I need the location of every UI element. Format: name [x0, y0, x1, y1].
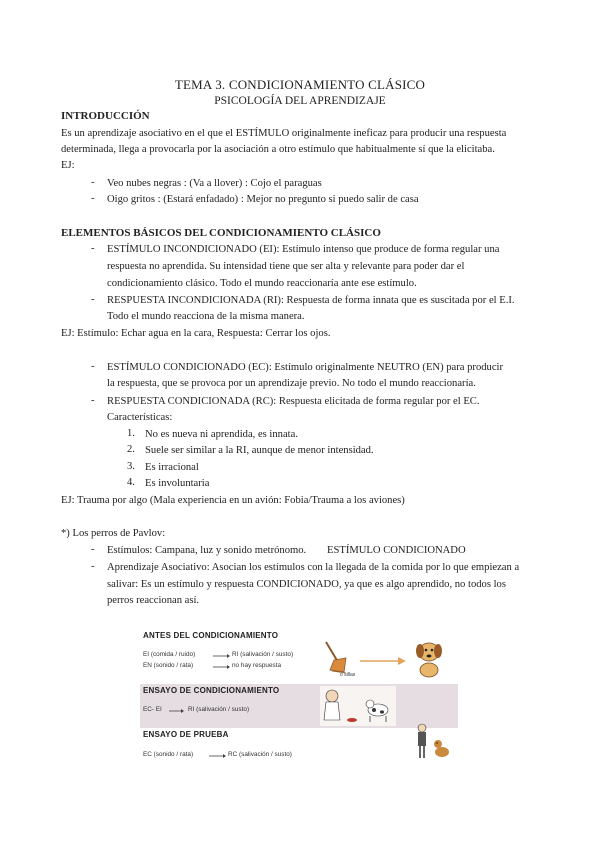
list-number: 2. — [127, 444, 135, 455]
intro-example-2: Oigo gritos : (Estará enfadado) : Mejor no pregunto si puedo salir de casa — [107, 194, 419, 205]
ec-line-1: ESTÍMULO CONDICIONADO (EC): Estímulo originalmente NEUTRO (EN) para producir — [107, 362, 504, 373]
pavlov-item-2-line-3: perros reaccionan así. — [107, 595, 200, 606]
ec-line-2: la respuesta, que se provoca por un aprendizaje previo. No todo el mundo reaccionaría. — [107, 378, 476, 389]
man-and-dog-icon — [412, 722, 456, 762]
arrow-icon — [208, 751, 226, 759]
pavlov-item-1b: ESTÍMULO CONDICIONADO — [327, 545, 466, 556]
characteristic-item: Es irracional — [145, 462, 199, 473]
figure-line-no-response: no hay respuesta — [232, 662, 282, 669]
characteristic-item: No es nueva ni aprendida, es innata. — [145, 429, 298, 440]
intro-heading: INTRODUCCIÓN — [61, 110, 150, 122]
elements-heading: ELEMENTOS BÁSICOS DEL CONDICIONAMIENTO CLÁSICO — [61, 227, 381, 239]
figure-line-ei: EI (comida / ruido) — [143, 651, 196, 658]
bullet-dash: - — [91, 177, 95, 188]
figure-line-ri-2: RI (salivación / susto) — [188, 706, 250, 713]
rc-line-2: Características: — [107, 412, 173, 423]
figure-section-test: ENSAYO DE PRUEBA — [143, 730, 229, 739]
ei-line-1: ESTÍMULO INCONDICIONADO (EI): Estímulo intenso que produce de forma regular una — [107, 244, 500, 255]
list-number: 3. — [127, 461, 135, 472]
bullet-dash: - — [91, 294, 95, 305]
arrow-icon — [212, 662, 230, 670]
figure-line-ec: EC (sonido / rata) — [143, 751, 194, 758]
figure-line-rc: RC (salivación / susto) — [228, 751, 292, 758]
bullet-dash: - — [91, 193, 95, 204]
pavlov-item-1a: Estímulos: Campana, luz y sonido metrónomo. — [107, 545, 307, 556]
figure-line-ec-ei: EC- EI — [143, 706, 162, 713]
arrow-icon — [360, 656, 406, 666]
bullet-dash: - — [91, 361, 95, 372]
characteristic-item: Es involuntaria — [145, 478, 210, 489]
intro-example-1: Veo nubes negras : (Va a llover) : Cojo el paraguas — [107, 178, 322, 189]
page-subtitle: PSICOLOGÍA DEL APRENDIZAJE — [214, 95, 386, 107]
ej-example-1: EJ: Estímulo: Echar agua en la cara, Respuesta: Cerrar los ojos. — [61, 328, 331, 339]
rc-line-1: RESPUESTA CONDICIONADA (RC): Respuesta elicitada de forma regular por el EC. — [107, 396, 480, 407]
bullet-dash: - — [91, 561, 95, 572]
pavlov-item-2-line-1: Aprendizaje Asociativo: Asocian los estímulos con la llegada de la comida por lo que empiezan a — [107, 562, 520, 573]
bullet-dash: - — [91, 395, 95, 406]
ri-line-1: RESPUESTA INCONDICIONADA (RI): Respuesta de forma innata que es suscitada por el E.I. — [107, 295, 515, 306]
ej-example-2: EJ: Trauma por algo (Mala experiencia en un avión: Fobia/Trauma a los aviones) — [61, 495, 405, 506]
figure-section-before: ANTES DEL CONDICIONAMIENTO — [143, 631, 279, 640]
conditioning-figure — [140, 626, 458, 764]
list-number: 4. — [127, 477, 135, 488]
figure-line-ri: RI (salivación / susto) — [232, 651, 294, 658]
ri-line-2: Todo el mundo reacciona de la misma manera. — [107, 311, 305, 322]
arrow-icon — [168, 706, 184, 714]
figure-small-label: o sillas — [340, 672, 356, 678]
ei-line-3: condicionamiento clásico. Todo el mundo reaccionaría ante ese estímulo. — [107, 278, 417, 289]
figure-line-en: EN (sonido / rata) — [143, 662, 194, 669]
ei-line-2: respuesta no aprendida. Su intensidad tiene que ser alta y relevante para poder dar el — [107, 261, 465, 272]
page-title: TEMA 3. CONDICIONAMIENTO CLÁSICO — [174, 77, 426, 92]
arrow-icon — [212, 651, 230, 659]
pavlov-item-2-line-2: salivar: Es un estímulo y respuesta CONDICIONADO, ya que es algo aprendido, no todos los — [107, 579, 506, 590]
bullet-dash: - — [91, 544, 95, 555]
bullet-dash: - — [91, 243, 95, 254]
characteristic-item: Suele ser similar a la RI, aunque de menor intensidad. — [145, 445, 374, 456]
intro-line-1: Es un aprendizaje asociativo en el que el ESTÍMULO originalmente ineficaz para producir una respuesta — [61, 128, 507, 139]
intro-line-2: determinada, llega a provocarla por la asociación a otro estímulo que habitualmente sí que la elicitaba. — [61, 144, 495, 155]
pavlov-heading: *) Los perros de Pavlov: — [61, 528, 166, 539]
list-number: 1. — [127, 428, 135, 439]
intro-ej-label: EJ: — [61, 160, 75, 171]
figure-section-conditioning: ENSAYO DE CONDICIONAMIENTO — [143, 686, 280, 695]
dog-icon — [412, 638, 446, 678]
pavlov-scene-icon — [318, 684, 398, 728]
